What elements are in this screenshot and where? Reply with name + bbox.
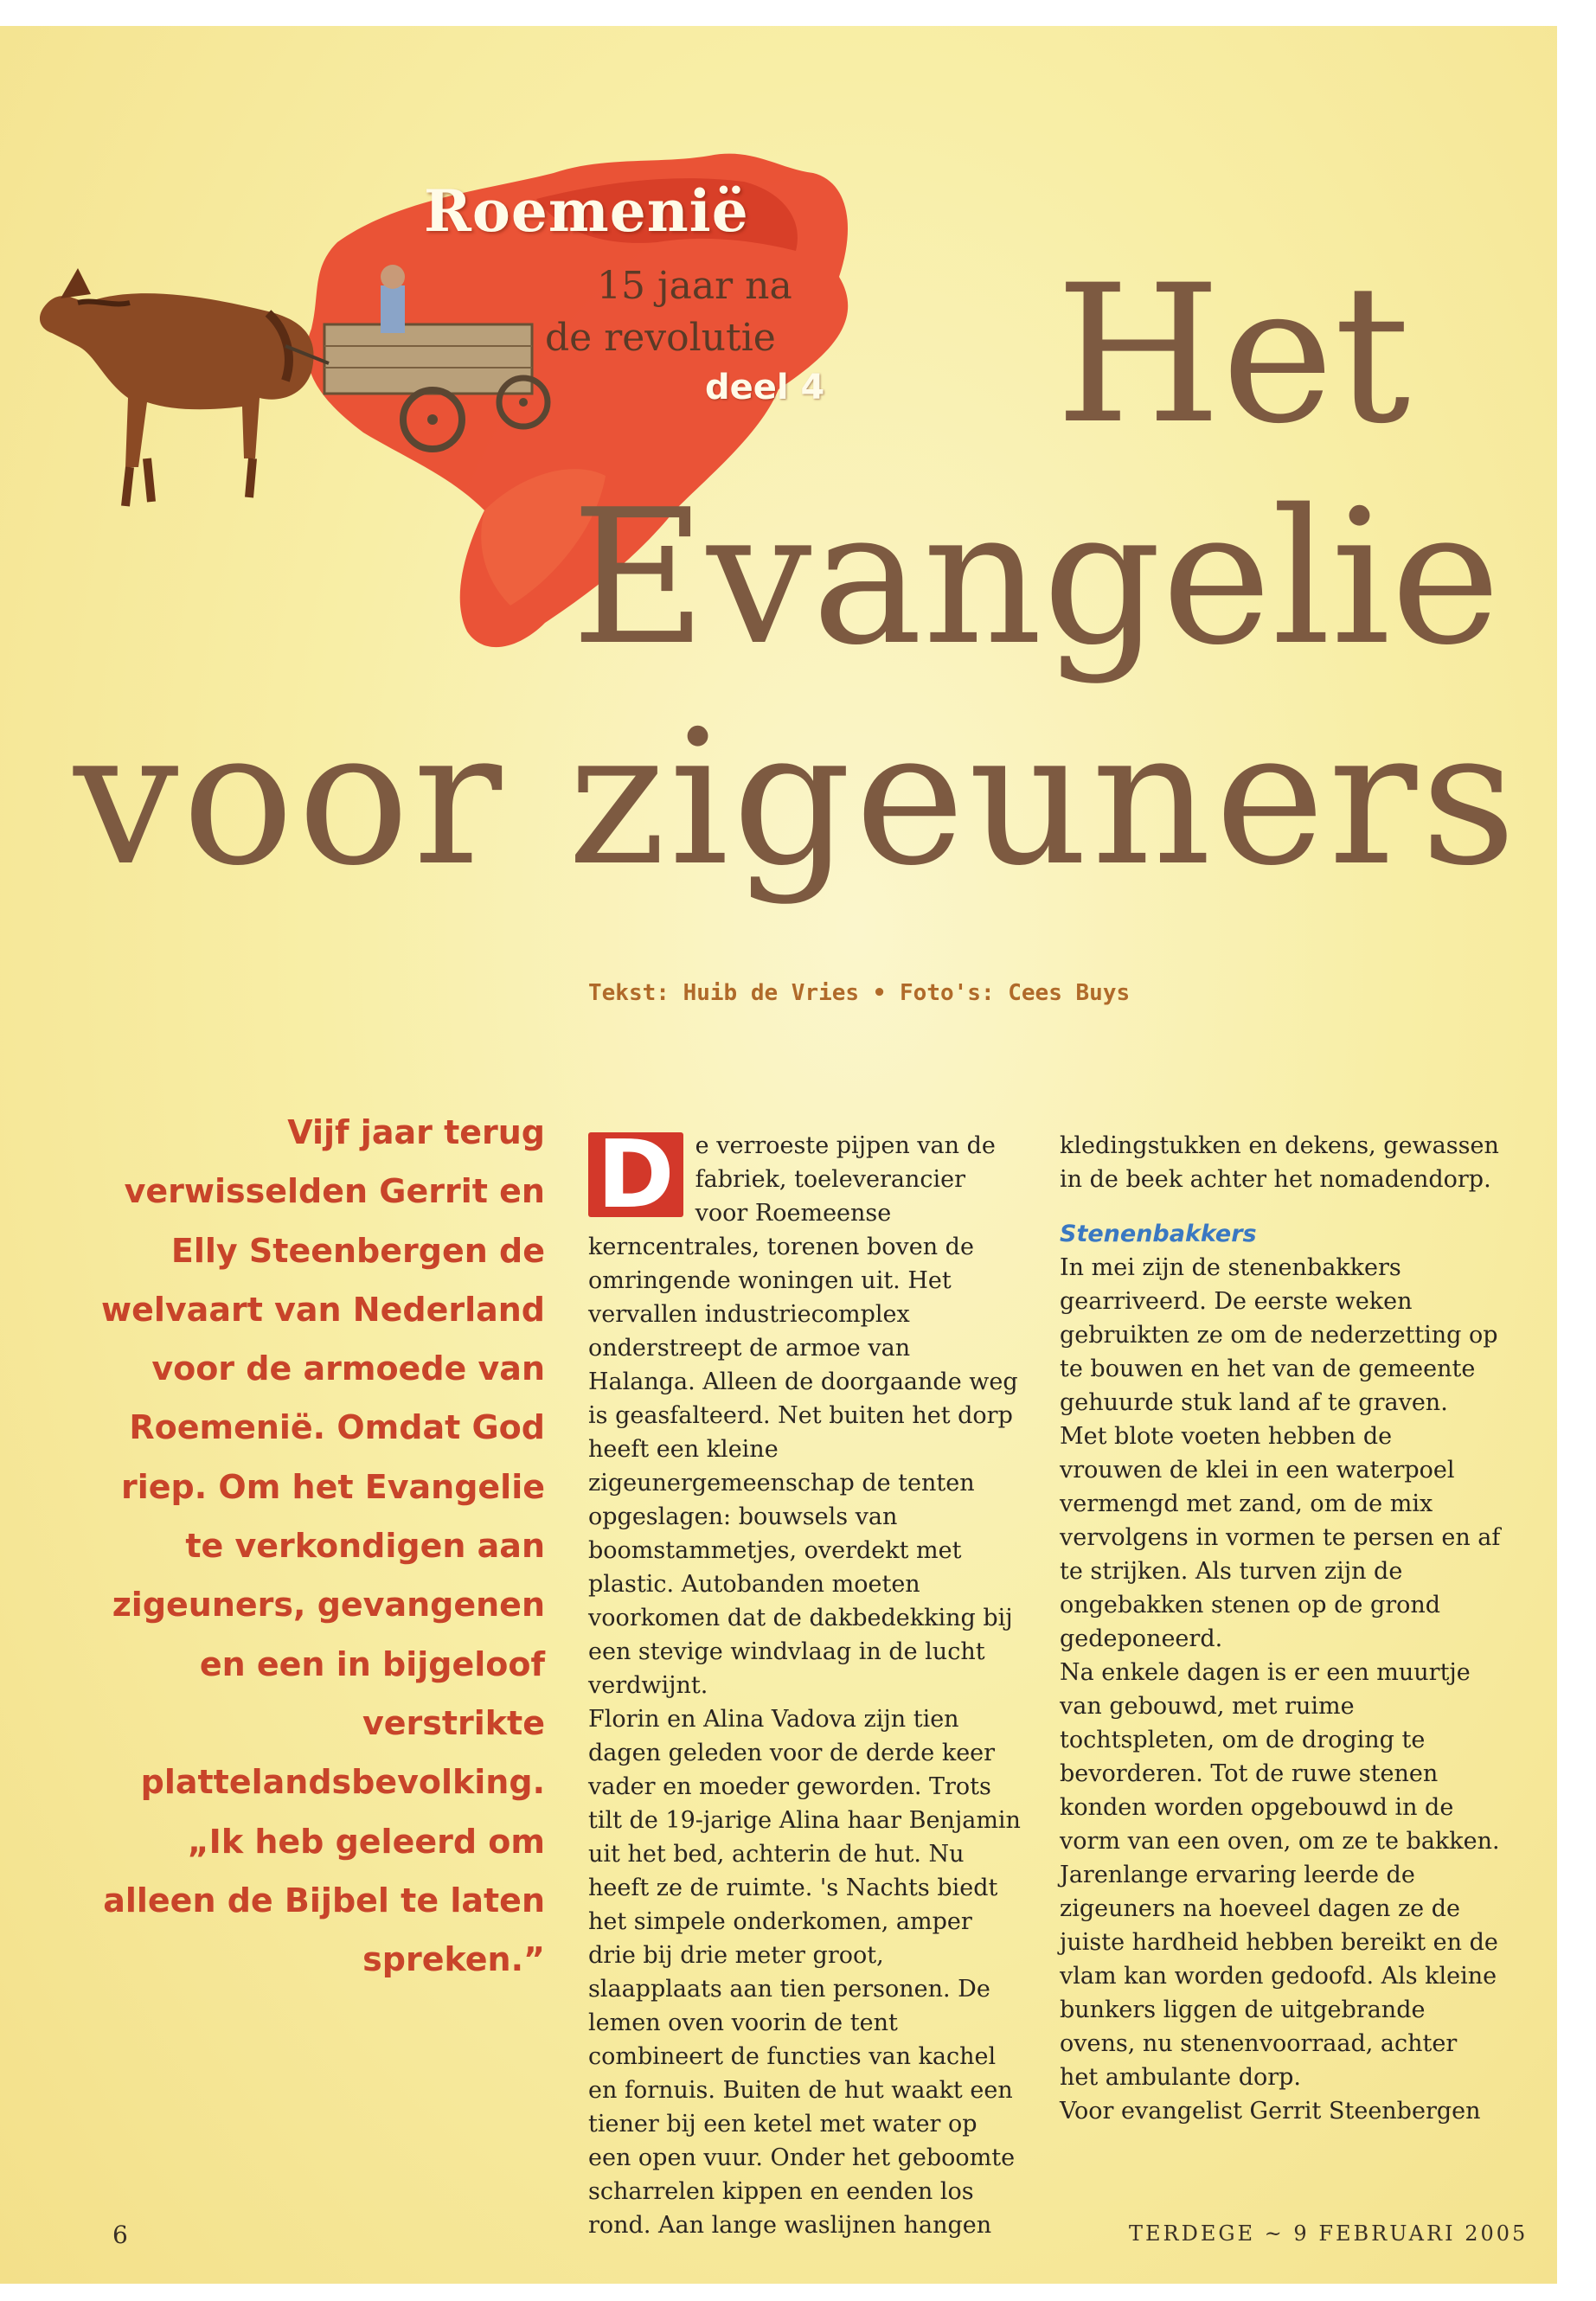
section-kicker: Roemenië — [424, 177, 749, 245]
first-paragraph — [588, 1121, 1021, 1702]
section-subheading: Stenenbakkers — [1060, 1221, 1257, 1247]
lead-paragraph: Vijf jaar terug verwisselden Gerrit en Elly Steenbergen de welvaart van Nederland voor de armoede van Roemenië. Omdat God riep. Om het Evangelie te verkondigen aan zigeuners, gevangenen en een in bijgeloof verstrikte plattelandsbevolking. „Ik heb geleerd om alleen de Bijbel te laten spreken.” — [101, 1113, 545, 1979]
headline-line-3: voor zigeuners — [74, 689, 1520, 907]
paragraph-text: e verroeste pijpen van de fabriek, toeleverancier voor Roemeense kerncentrales, torenen boven de omringende woningen uit. Het vervallen industriecomplex onderstreept de armoe van Halanga. Alleen de doorgaande weg is geasfalteerd. Net buiten het dorp heeft een kleine zigeunergemeenschap de tenten opgeslagen: bouwsels van boomstammetjes, overdekt met plastic. Autobanden moeten voorkomen dat de dakbedekking bij een stevige windvlaag in de lucht verdwijnt. — [588, 1132, 1018, 1699]
byline-credits: Tekst: Huib de Vries • Foto's: Cees Buys — [588, 980, 1131, 1006]
body-column-1 — [588, 1121, 1021, 2242]
series-part: deel 4 — [705, 368, 825, 407]
page-number: 6 — [112, 2221, 128, 2249]
subtitle-line-1: 15 jaar na — [597, 264, 792, 308]
body-column-2 — [1060, 1129, 1501, 2128]
publication-footer: TERDEGE ~ 9 FEBRUARI 2005 — [1129, 2221, 1529, 2246]
magazine-page — [0, 26, 1557, 2284]
subtitle-line-2: de revolutie — [545, 316, 776, 360]
drop-cap: D — [588, 1132, 683, 1217]
body-paragraph: Voor evangelist Gerrit Steenbergen — [1060, 2098, 1481, 2125]
body-paragraph: Florin en Alina Vadova zijn tien dagen geleden voor de derde keer vader en moeder geworden. Trots tilt de 19-jarige Alina haar Benjamin uit het bed, achterin de hut. Nu heeft ze de ruimte. 's Nachts biedt het simpele onderkomen, amper drie bij drie meter groot, slaapplaats aan tien personen. De lemen oven voorin de tent combineert de functies van kachel en fornuis. Buiten de hut waakt een tiener bij een ketel met water op een open vuur. Onder het geboomte scharrelen kippen en eenden los rond. Aan lange waslijnen hangen — [588, 1706, 1021, 2239]
body-paragraph: In mei zijn de stenenbakkers gearriveerd. De eerste weken gebruikten ze om de nederzetting op te bouwen en het van de gemeente gehuurde stuk land af te graven. Met blote voeten hebben de vrouwen de klei in een waterpoel vermengd met zand, om de mix vervolgens in vormen te persen en af te strijken. Als turven zijn de ongebakken stenen op de grond gedeponeerd. — [1060, 1254, 1501, 1652]
headline-line-1: Het — [1055, 244, 1411, 465]
headline-line-2: Evangelie — [571, 469, 1501, 686]
horse-and-cart-illustration — [26, 251, 562, 536]
body-paragraph: kledingstukken en dekens, gewassen in de beek achter het nomadendorp. — [1060, 1132, 1499, 1193]
body-paragraph: Na enkele dagen is er een muurtje van gebouwd, met ruime tochtspleten, om de droging te bevorderen. Tot de ruwe stenen konden worden opgebouwd in de vorm van een oven, om ze te bakken. Jarenlange ervaring leerde de zigeuners na hoeveel dagen ze de juiste hardheid hebben bereikt en de vlam kan worden gedoofd. Als kleine bunkers liggen de uitgebrande ovens, nu stenenvoorraad, achter het ambulante dorp. — [1060, 1659, 1500, 2091]
